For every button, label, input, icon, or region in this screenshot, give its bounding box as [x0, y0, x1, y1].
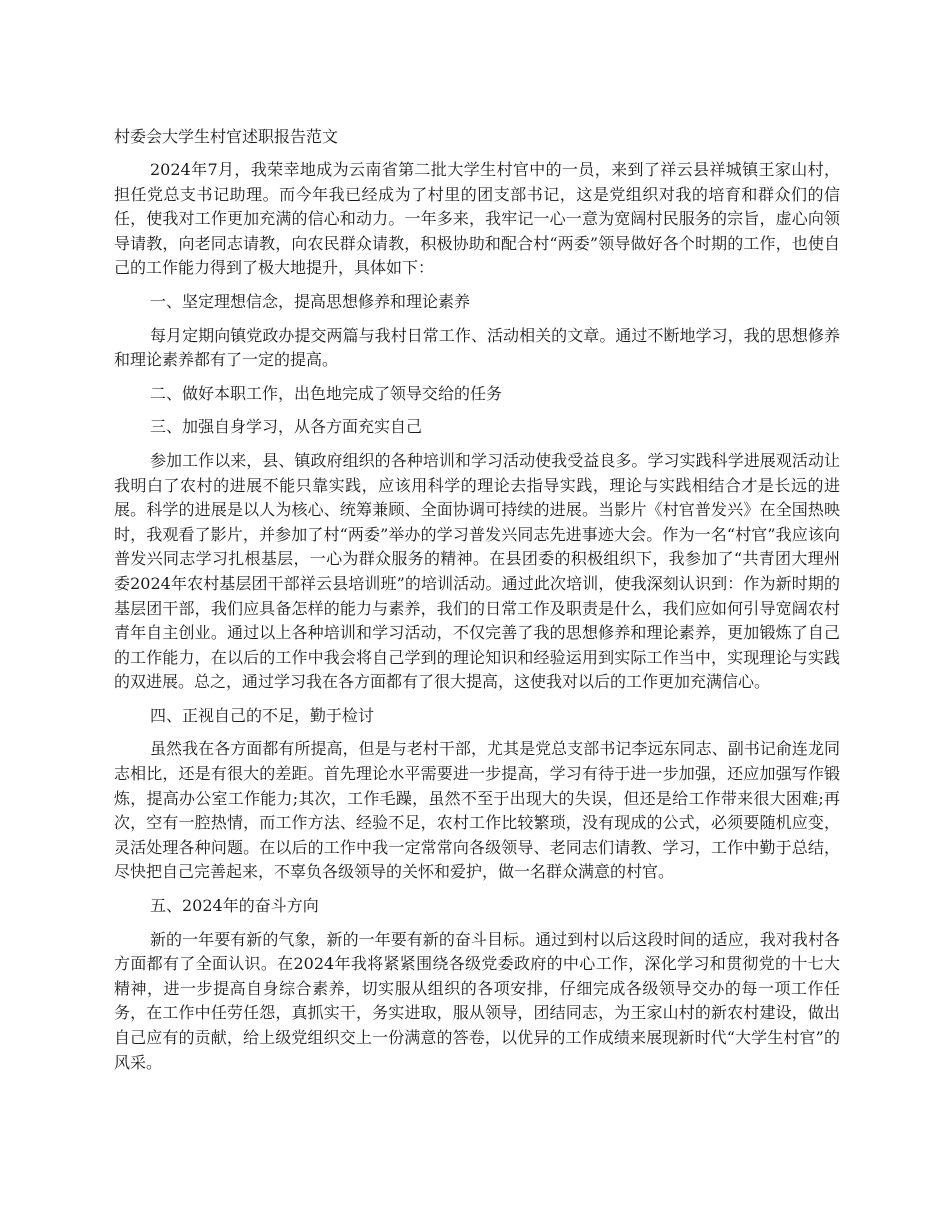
section-heading-2: 二、做好本职工作，出色地完成了领导交给的任务 [150, 383, 503, 403]
paragraph-section-1: 每月定期向镇党政办提交两篇与我村日常工作、活动相关的文章。通过不断地学习，我的思想修养和理论素养都有了一定的提高。 [114, 325, 840, 370]
document-page [114, 125, 840, 1084]
section-heading-1: 一、坚定理想信念，提高思想修养和理论素养 [150, 291, 471, 311]
paragraph-section-5: 新的一年要有新的气象，新的一年要有新的奋斗目标。通过到村以后这段时间的适应，我对我村各方面都有了全面认识。在2024年我将紧紧围绕各级党委政府的中心工作，深化学习和贯彻党的十七大精神，进一步提高自身综合素养，切实服从组织的各项安排，仔细完成各级领导交办的每一项工作任务，在工作中任劳任怨，真抓实干，务实进取，服从领导，团结同志，为王家山村的新农村建设，做出自己应有的贡献，给上级党组织交上一份满意的答卷，以优异的工作成绩来展现新时代“大学生村官”的风采。 [114, 929, 840, 1072]
paragraph-section-4: 虽然我在各方面都有所提高，但是与老村干部，尤其是党总支部书记李远东同志、副书记俞连龙同志相比，还是有很大的差距。首先理论水平需要进一步提高，学习有待于进一步加强，还应加强写作锻炼，提高办公室工作能力;其次，工作毛躁，虽然不至于出现大的失误，但还是给工作带来很大困难;再次，空有一腔热情，而工作方法、经验不足，农村工作比较繁琐，没有现成的公式，必须要随机应变，灵活处理各种问题。在以后的工作中我一定常常向各级领导、老同志们请教、学习，工作中勤于总结，尽快把自己完善起来，不辜负各级领导的关怀和爱护，做一名群众满意的村官。 [114, 739, 840, 882]
paragraph-intro: 2024年7月，我荣幸地成为云南省第二批大学生村官中的一员，来到了祥云县祥城镇王家山村，担任党总支书记助理。而今年我已经成为了村里的团支部书记，这是党组织对我的培育和群众们的信任，使我对工作更加充满的信心和动力。一年多来，我牢记一心一意为宽阔村民服务的宗旨，虚心向领导请教，向老同志请教，向农民群众请教，积极协助和配合村“两委”领导做好各个时期的工作，也使自己的工作能力得到了极大地提升，具体如下： [114, 160, 840, 278]
document-title: 村委会大学生村官述职报告范文 [114, 127, 339, 146]
paragraph-section-3: 参加工作以来，县、镇政府组织的各种培训和学习活动使我受益良多。学习实践科学进展观活动让我明白了农村的进展不能只靠实践，应该用科学的理论去指导实践，理论与实践相结合才是长远的进展。科学的进展是以人为核心、统筹兼顾、全面协调可持续的进展。当影片《村官普发兴》在全国热映时，我观看了影片，并参加了村“两委”举办的学习普发兴同志先进事迹大会。作为一名“村官”我应该向普发兴同志学习扎根基层，一心为群众服务的精神。在县团委的积极组织下，我参加了“共青团大理州委2024年农村基层团干部祥云县培训班”的培训活动。通过此次培训，使我深刻认识到：作为新时期的基层团干部，我们应具备怎样的能力与素养，我们的日常工作及职责是什么，我们应如何引导宽阔农村青年自主创业。通过以上各种培训和学习活动，不仅完善了我的思想修养和理论素养，更加锻炼了自己的工作能力，在以后的工作中我会将自己学到的理论知识和经验运用到实际工作当中，实现理论与实践的双进展。总之，通过学习我在各方面都有了很大提高，这使我对以后的工作更加充满信心。 [114, 450, 840, 692]
section-heading-4: 四、正视自己的不足，勤于检讨 [150, 705, 375, 725]
section-heading-5: 五、2024年的奋斗方向 [150, 896, 319, 916]
section-heading-3: 三、加强自身学习，从各方面充实自己 [150, 417, 423, 437]
